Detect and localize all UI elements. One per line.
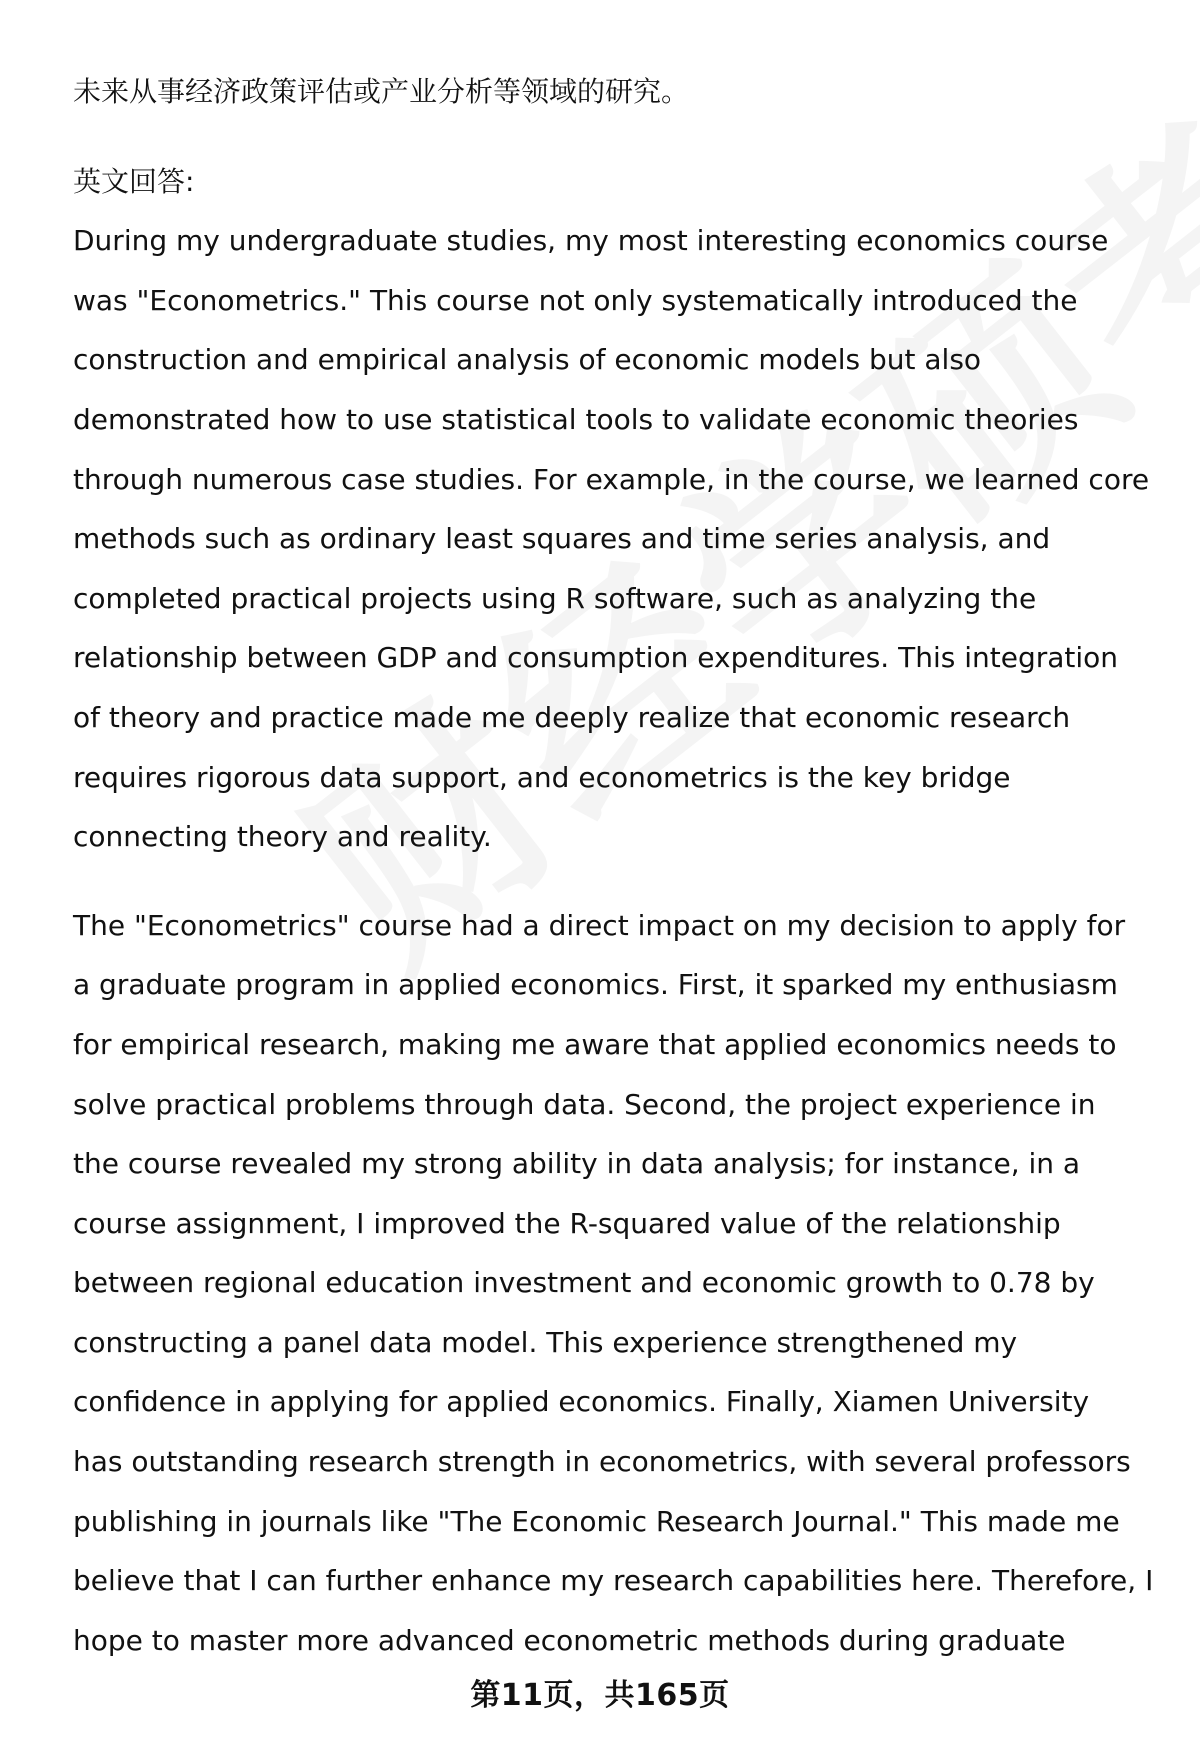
- paragraph-1-line: was "Econometrics." This course not only systematically introduced the: [73, 283, 1078, 317]
- paragraph-1-line: construction and empirical analysis of economic models but also: [73, 343, 982, 377]
- paragraph-2-line: publishing in journals like "The Economic Research Journal." This made me: [73, 1504, 1120, 1538]
- paragraph-2-line: confidence in applying for applied economics. Finally, Xiamen University: [73, 1385, 1090, 1419]
- answer-label: 英文回答:: [73, 164, 195, 198]
- paragraph-2-line: The "Econometrics" course had a direct impact on my decision to apply for: [73, 908, 1126, 942]
- paragraph-2-line: course assignment, I improved the R-squared value of the relationship: [73, 1206, 1061, 1240]
- paragraph-1-line: of theory and practice made me deeply realize that economic research: [73, 700, 1071, 734]
- paragraph-1-line: completed practical projects using R software, such as analyzing the: [73, 581, 1037, 615]
- paragraph-2-line: hope to master more advanced econometric methods during graduate: [73, 1623, 1066, 1657]
- paragraph-1-line: During my undergraduate studies, my most interesting economics course: [73, 224, 1109, 258]
- page-number: 第11页，共165页: [470, 1678, 730, 1713]
- paragraph-2-line: for empirical research, making me aware that applied economics needs to: [73, 1027, 1117, 1061]
- paragraph-1-line: demonstrated how to use statistical tools to validate economic theories: [73, 402, 1079, 436]
- intro-line: 未来从事经济政策评估或产业分析等领域的研究。: [73, 75, 690, 108]
- page-content: [73, 62, 1163, 1670]
- paragraph-1-line: connecting theory and reality.: [73, 820, 492, 854]
- paragraph-1-line: methods such as ordinary least squares and time series analysis, and: [73, 522, 1051, 556]
- paragraph-1: [73, 211, 1163, 867]
- paragraph-2-line: believe that I can further enhance my research capabilities here. Therefore, I: [73, 1564, 1154, 1598]
- paragraph-1-line: through numerous case studies. For example, in the course, we learned core: [73, 462, 1150, 496]
- paragraph-1-line: relationship between GDP and consumption expenditures. This integration: [73, 641, 1119, 675]
- paragraph-2-line: between regional education investment and economic growth to 0.78 by: [73, 1266, 1095, 1300]
- paragraph-1-line: requires rigorous data support, and econometrics is the key bridge: [73, 760, 1011, 794]
- paragraph-2-line: solve practical problems through data. Second, the project experience in: [73, 1087, 1096, 1121]
- paragraph-2: [73, 896, 1163, 1671]
- paragraph-2-line: constructing a panel data model. This experience strengthened my: [73, 1325, 1018, 1359]
- paragraph-2-line: a graduate program in applied economics. First, it sparked my enthusiasm: [73, 968, 1118, 1002]
- paragraph-2-line: has outstanding research strength in econometrics, with several professors: [73, 1445, 1131, 1479]
- paragraph-2-line: the course revealed my strong ability in data analysis; for instance, in a: [73, 1147, 1081, 1181]
